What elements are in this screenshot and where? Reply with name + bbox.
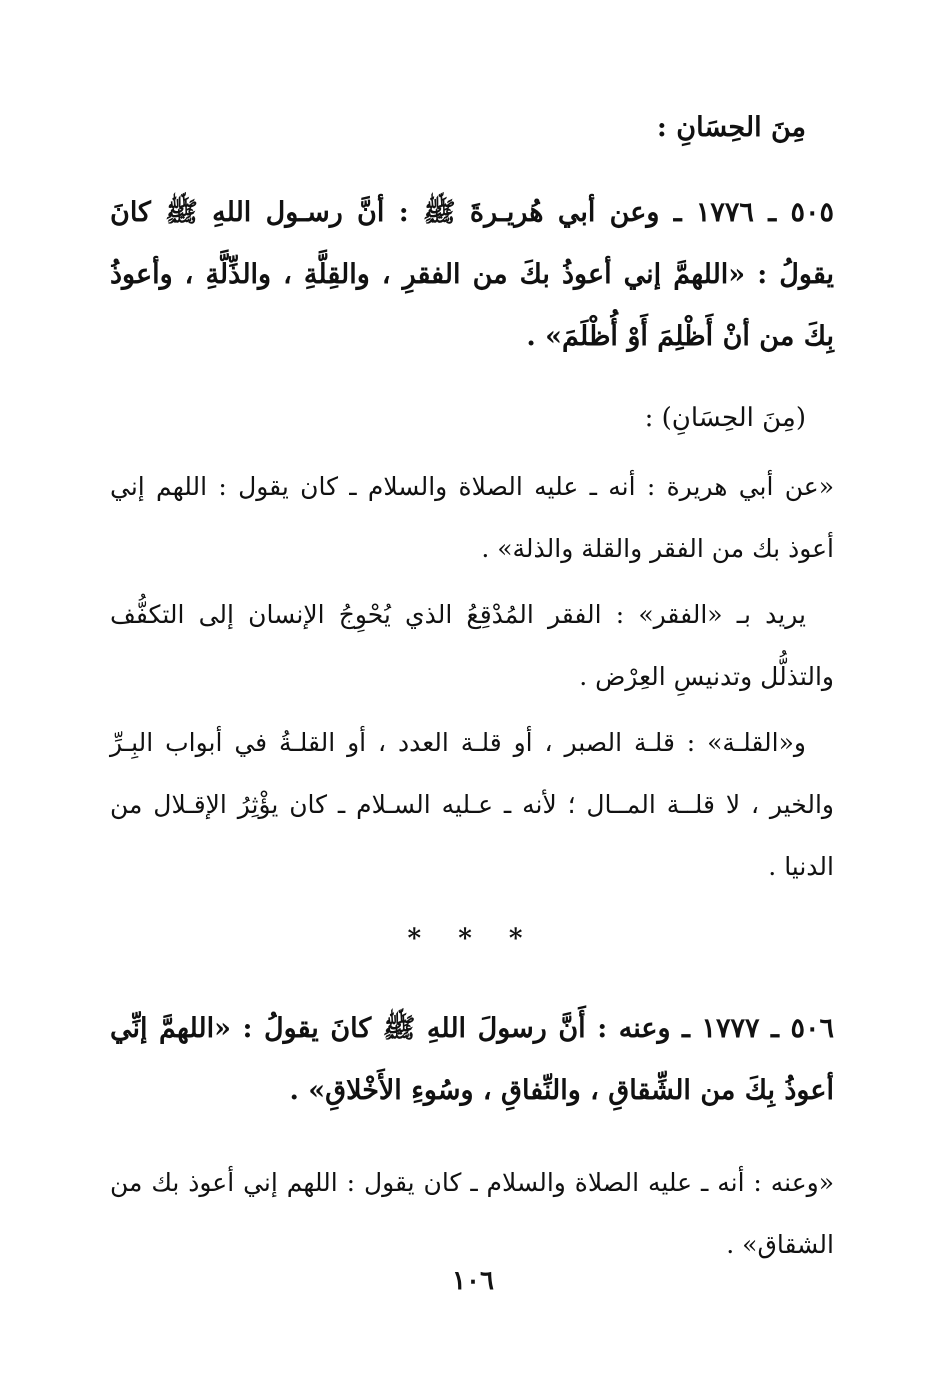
hadith-505: ٥٠٥ ـ ١٧٧٦ ـ وعن أبي هُريـرةَ ﷺ : أنَّ رسـول اللهِ ﷺ كانَ يقولُ : «اللهمَّ إني أعوذُ بكَ من الفقرِ ، والقِلَّةِ ، والذِّلَّةِ ، وأعوذُ بِكَ من أنْ أَظْلِمَ أَوْ أُظْلَمَ» .: [110, 197, 834, 352]
commentary-paragraph-poverty: يريد بـ «الفقر» : الفقر المُدْقِعُ الذي يُحْوِجُ الإنسان إلى التكفُّف والتذلُّل وتدنيسِ العِرْض .: [110, 600, 834, 691]
commentary-paragraph-scarcity: و«القلـة» : قلـة الصبر ، أو قلـة العدد ، أو القلـةُ في أبواب البِـرِّ والخير ، لا قلــة المــال ؛ لأنه ـ عـليه السـلام ـ كان يؤْثِرُ الإقـلال من الدنيا .: [110, 728, 834, 881]
commentary-heading-hisan: (مِنَ الحِسَانِ) :: [644, 403, 806, 433]
section-separator: * * *: [407, 924, 537, 954]
page-number: ١٠٦: [452, 1266, 494, 1296]
commentary-paragraph-discord: «وعنه : أنه ـ عليه الصلاة والسلام ـ كان يقول : اللهم إني أعوذ بك من الشقاق» .: [110, 1168, 834, 1259]
hadith-506: ٥٠٦ ـ ١٧٧٧ ـ وعنه : أَنَّ رسولَ اللهِ ﷺ كانَ يقولُ : «اللهمَّ إنِّي أعوذُ بِكَ من الشِّقاقِ ، والنِّفاقِ ، وسُوءِ الأَخْلاقِ» .: [110, 1013, 834, 1106]
commentary-paragraph-narration: «عن أبي هريرة : أنه ـ عليه الصلاة والسلام ـ كان يقول : اللهم إني أعوذ بك من الفقر والقلة والذلة» .: [110, 472, 834, 563]
page-body: [110, 108, 834, 1280]
section-heading-hisan: مِنَ الحِسَانِ :: [656, 112, 806, 143]
